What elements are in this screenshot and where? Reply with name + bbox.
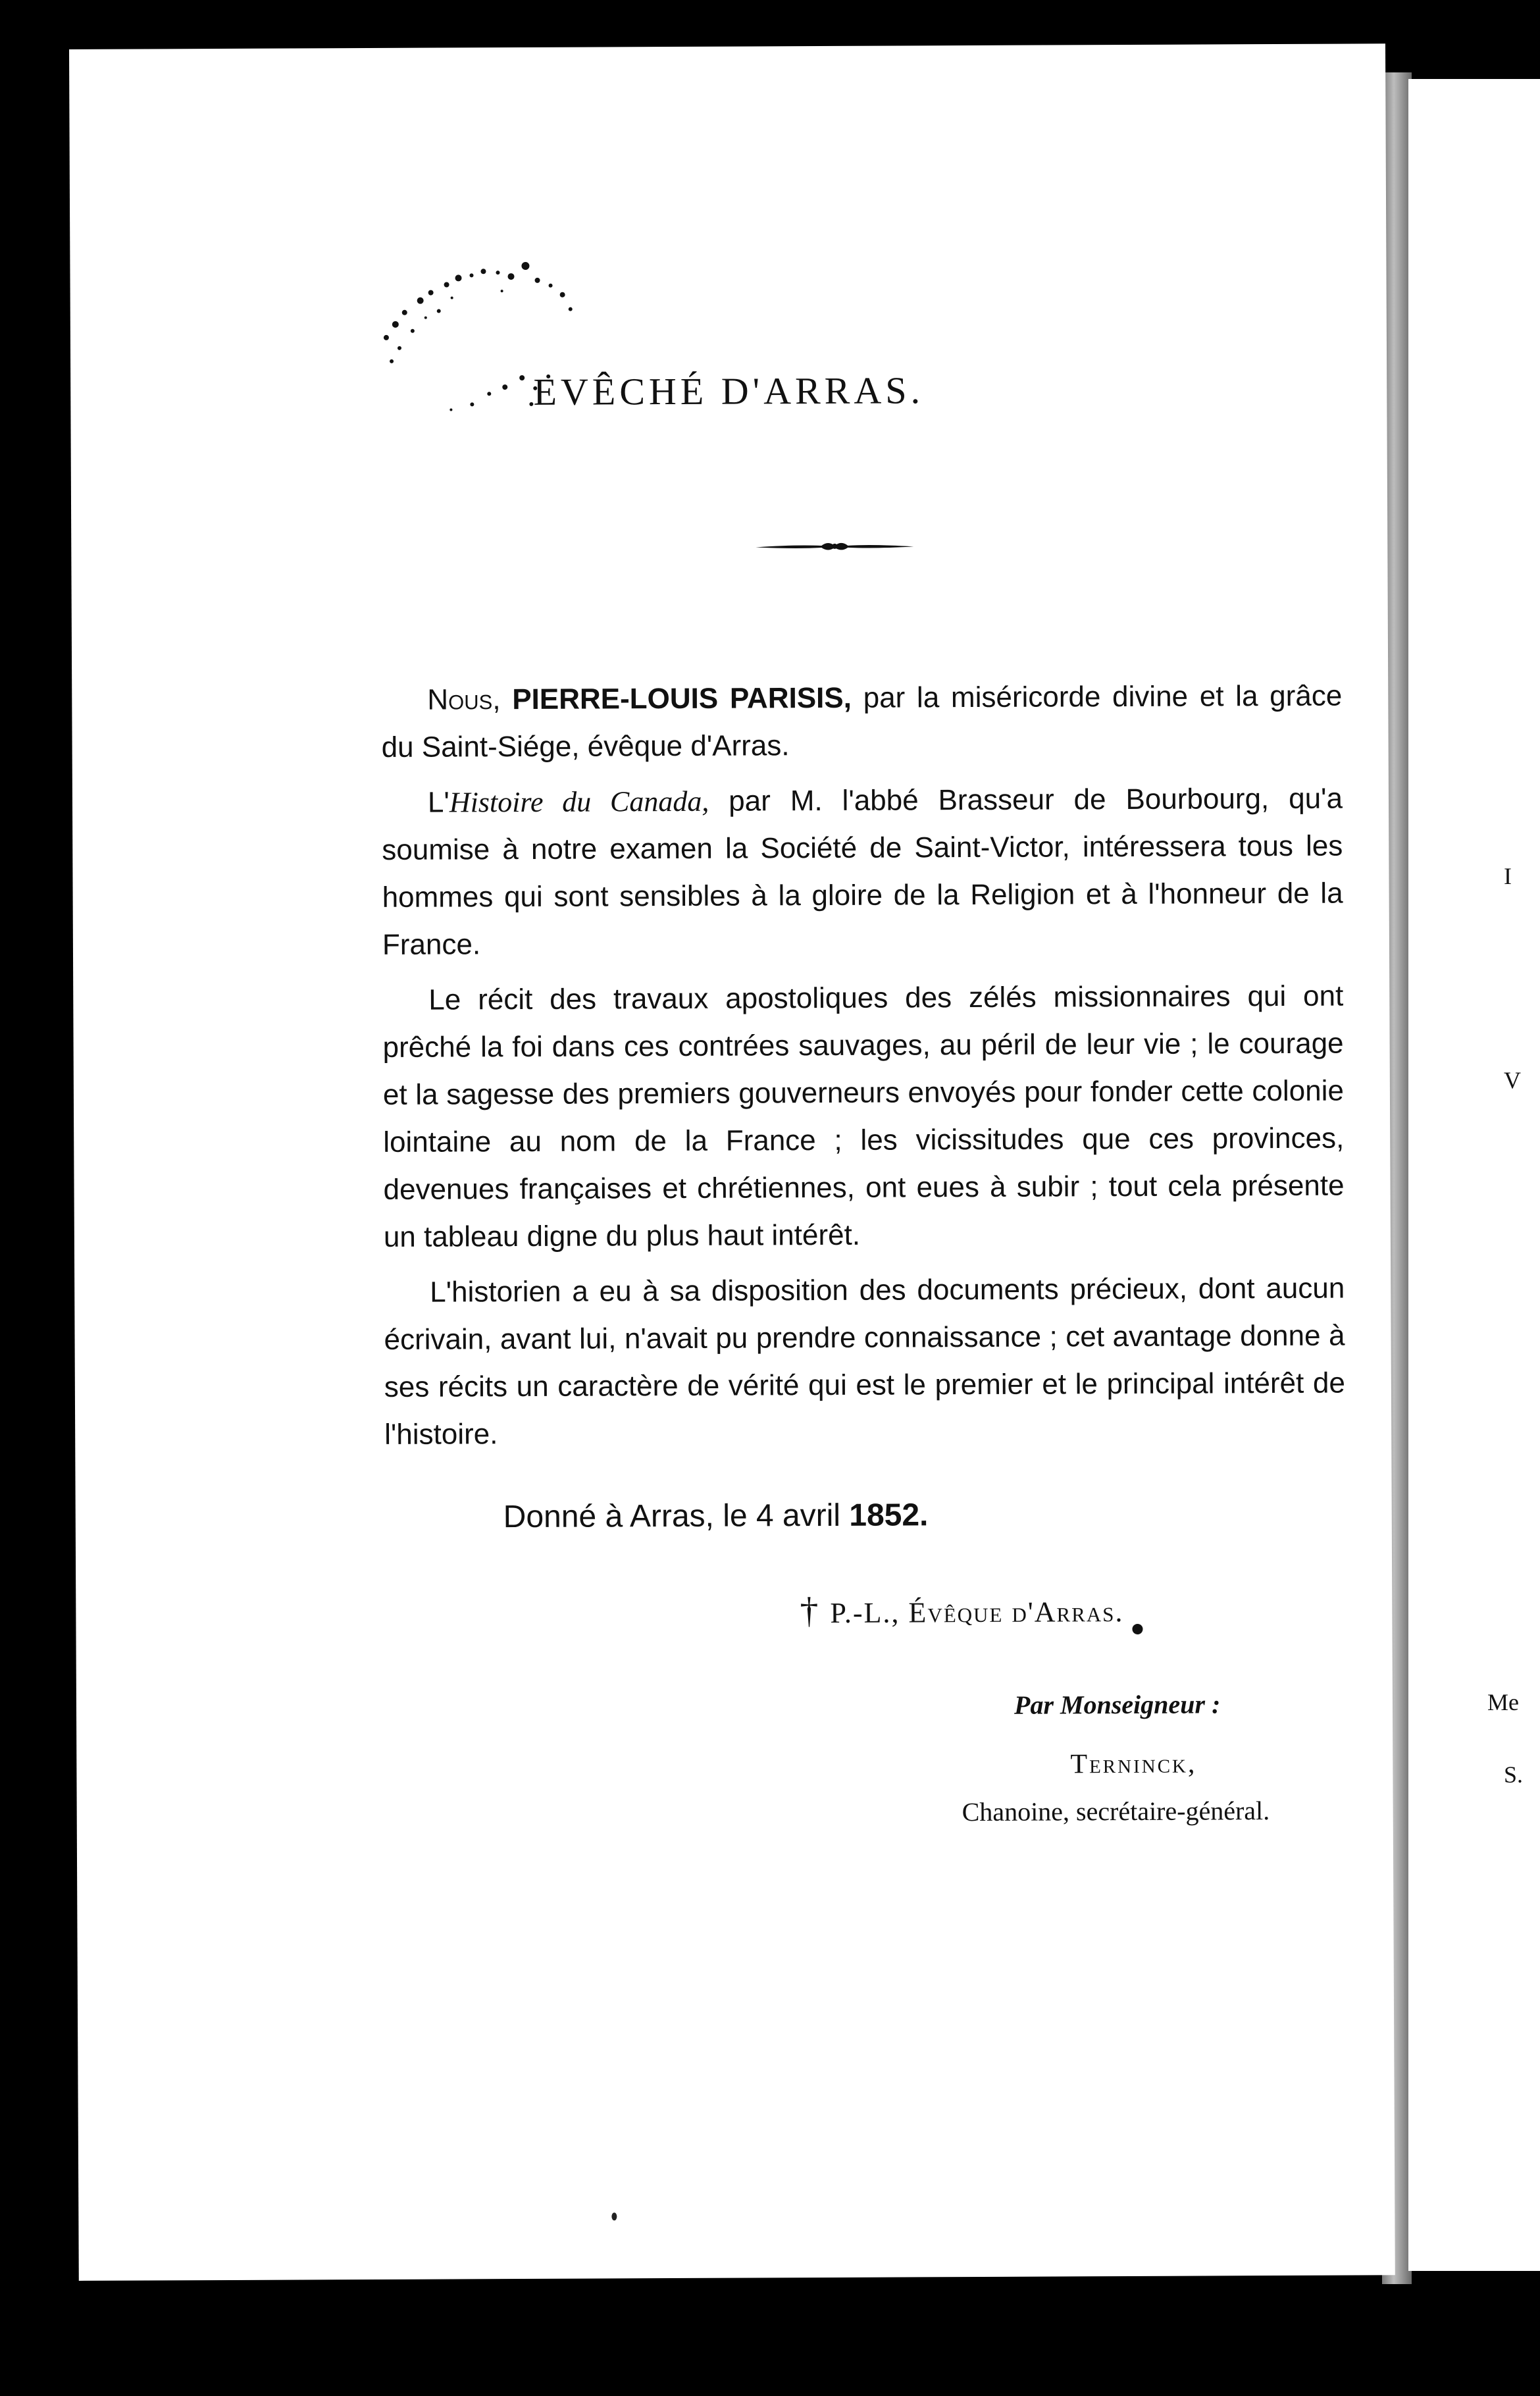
paragraph bbox=[381, 673, 1343, 771]
facing-page-fragment: V bbox=[1504, 1067, 1521, 1093]
ink-dot-icon bbox=[1133, 1624, 1143, 1634]
facing-page-fragment: Me bbox=[1487, 1689, 1519, 1715]
date-year: 1852. bbox=[849, 1498, 929, 1533]
date-text: Donné à Arras, le 4 avril bbox=[503, 1498, 850, 1535]
bishop-name: PIERRE-LOUIS PARISIS, bbox=[512, 681, 852, 716]
paragraph: L'historien a eu à sa disposition des documents précieux, dont aucun écrivain, avant lui, n'avait pu prendre connaissance ; cet avantage donne à ses récits un caractère de vérité qui est le premier et le principal intérêt de l'histoire. bbox=[384, 1272, 1345, 1451]
secretary-title: Chanoine, secrétaire-général. bbox=[962, 1796, 1270, 1827]
document-page bbox=[69, 43, 1395, 2281]
facing-page bbox=[1408, 79, 1540, 2271]
paragraph-text: par la miséricorde divine et la grâce du Saint-Siége, évêque d'Arras. bbox=[381, 679, 1343, 764]
paragraph-lead: Nous, bbox=[427, 683, 501, 716]
secretary-name: Terninck, bbox=[1070, 1748, 1197, 1780]
document-body bbox=[381, 673, 1345, 1467]
paragraph-lead: L' bbox=[427, 786, 449, 819]
bishop-signature bbox=[800, 1588, 1142, 1636]
cross-icon: † bbox=[800, 1590, 820, 1632]
facing-page-fragment: I bbox=[1504, 863, 1512, 889]
page-heading: EVÊCHÉ D'ARRAS. bbox=[533, 369, 925, 413]
paragraph bbox=[382, 775, 1343, 969]
paragraph-text: par M. l'abbé Brasseur de Bourbourg, qu'a soumise à notre examen la Société de Saint-Victor, intéressera tous les hommes qui sont sensibles à la gloire de la Religion et à l'honneur de la France. bbox=[382, 782, 1343, 961]
date-line bbox=[503, 1497, 929, 1535]
paper-speck bbox=[611, 2212, 617, 2220]
ornament-divider-icon bbox=[756, 536, 913, 556]
signature-text: P.-L., Évêque d'Arras. bbox=[830, 1596, 1124, 1629]
book-title: Histoire du Canada, bbox=[449, 785, 709, 819]
paragraph: Le récit des travaux apostoliques des zélés missionnaires qui ont prêché la foi dans ces contrées sauvages, au péril de leur vie ; le courage et la sagesse des premiers gouverneurs envoyés pour fonder cette colonie lointaine au nom de la France ; les vicissitudes que ces provinces, devenues françaises et chrétiennes, ont eues à subir ; tout cela présente un tableau digne du plus haut intérêt. bbox=[382, 979, 1345, 1253]
facing-page-fragment: S. bbox=[1504, 1761, 1524, 1788]
par-monseigneur: Par Monseigneur : bbox=[1014, 1689, 1221, 1720]
